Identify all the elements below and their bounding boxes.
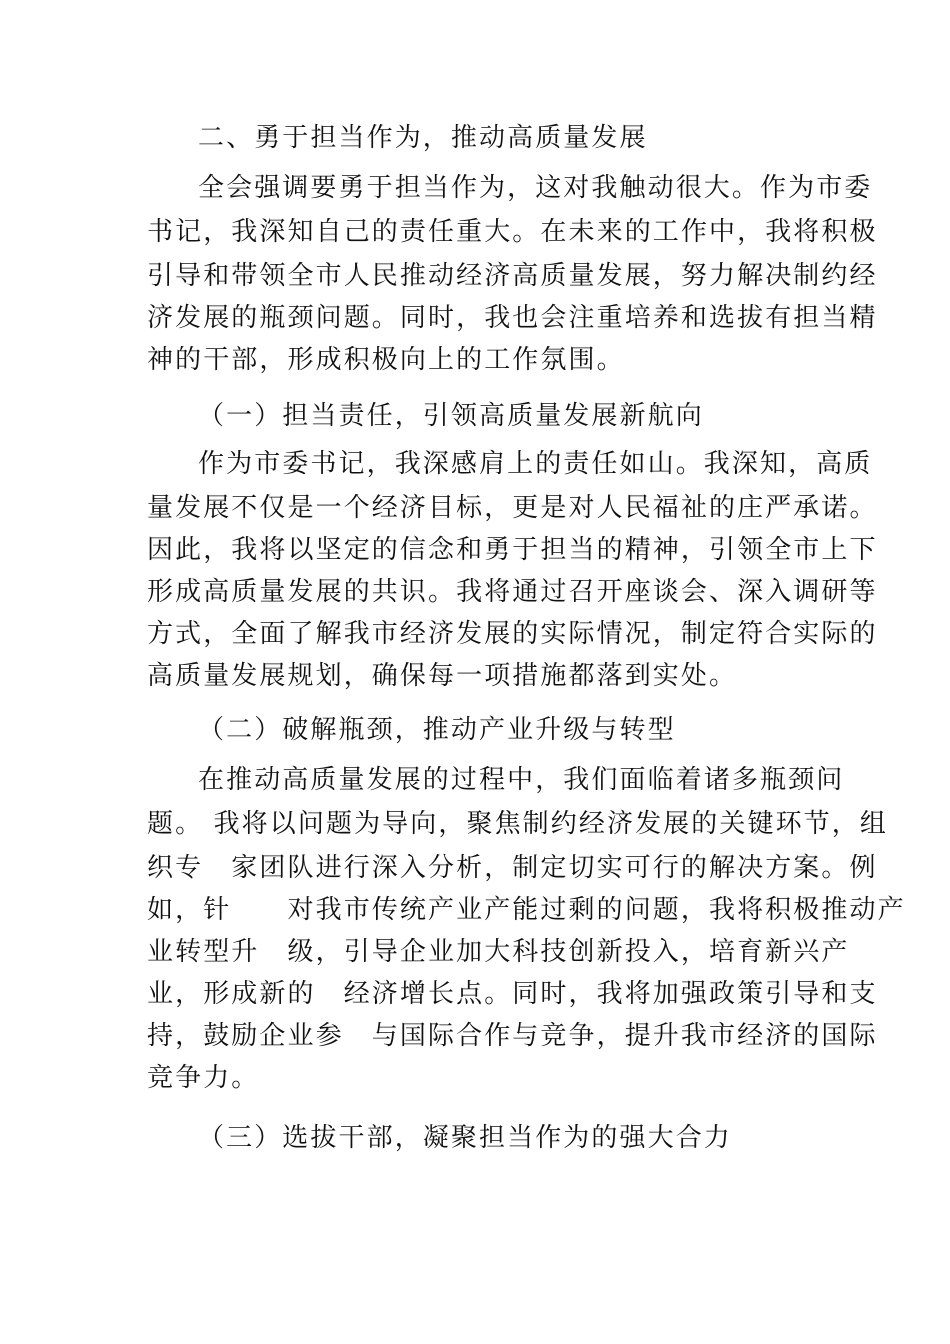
paragraph-line: 方式，全面了解我市经济发展的实际情况，制定符合实际的	[147, 619, 878, 649]
paragraph-line: 高质量发展规划，确保每一项措施都落到实处。	[147, 661, 738, 691]
paragraph-line: 作为市委书记，我深感肩上的责任如山。我深知，高质	[198, 449, 873, 479]
paragraph-line: 全会强调要勇于担当作为，这对我触动很大。作为市委	[198, 173, 873, 203]
paragraph-line: 形成高质量发展的共识。我将通过召开座谈会、深入调研等	[147, 577, 878, 607]
paragraph-line: 业转型升 级，引导企业加大科技创新投入，培育新兴产	[147, 937, 850, 967]
section-heading: 二、勇于担当作为，推动高质量发展	[198, 123, 648, 153]
subsection-heading: （一）担当责任，引领高质量发展新航向	[198, 401, 704, 431]
paragraph-line: 在推动高质量发展的过程中，我们面临着诸多瓶颈问	[198, 765, 845, 795]
paragraph-line: 业，形成新的 经济增长点。同时，我将加强政策引导和支	[147, 979, 878, 1009]
paragraph-line: 如，针 对我市传统产业产能过剩的问题，我将积极推动产	[147, 895, 906, 925]
paragraph-line: 持，鼓励企业参 与国际合作与竞争，提升我市经济的国际	[147, 1021, 878, 1051]
subsection-heading: （二）破解瓶颈，推动产业升级与转型	[198, 715, 676, 745]
paragraph-line: 神的干部，形成积极向上的工作氛围。	[147, 345, 625, 375]
paragraph-line: 书记，我深知自己的责任重大。在未来的工作中，我将积极	[147, 217, 878, 247]
paragraph-line: 量发展不仅是一个经济目标，更是对人民福祉的庄严承诺。	[147, 493, 878, 523]
paragraph-line: 引导和带领全市人民推动经济高质量发展，努力解决制约经	[147, 261, 878, 291]
paragraph-line: 竞争力。	[147, 1063, 260, 1093]
paragraph-line: 因此，我将以坚定的信念和勇于担当的精神，引领全市上下	[147, 535, 878, 565]
paragraph-line: 织专 家团队进行深入分析，制定切实可行的解决方案。例	[147, 853, 878, 883]
paragraph-line: 题。 我将以问题为导向，聚焦制约经济发展的关键环节，组	[147, 809, 888, 839]
paragraph-line: 济发展的瓶颈问题。同时，我也会注重培养和选拔有担当精	[147, 303, 878, 333]
subsection-heading: （三）选拔干部，凝聚担当作为的强大合力	[198, 1123, 732, 1153]
